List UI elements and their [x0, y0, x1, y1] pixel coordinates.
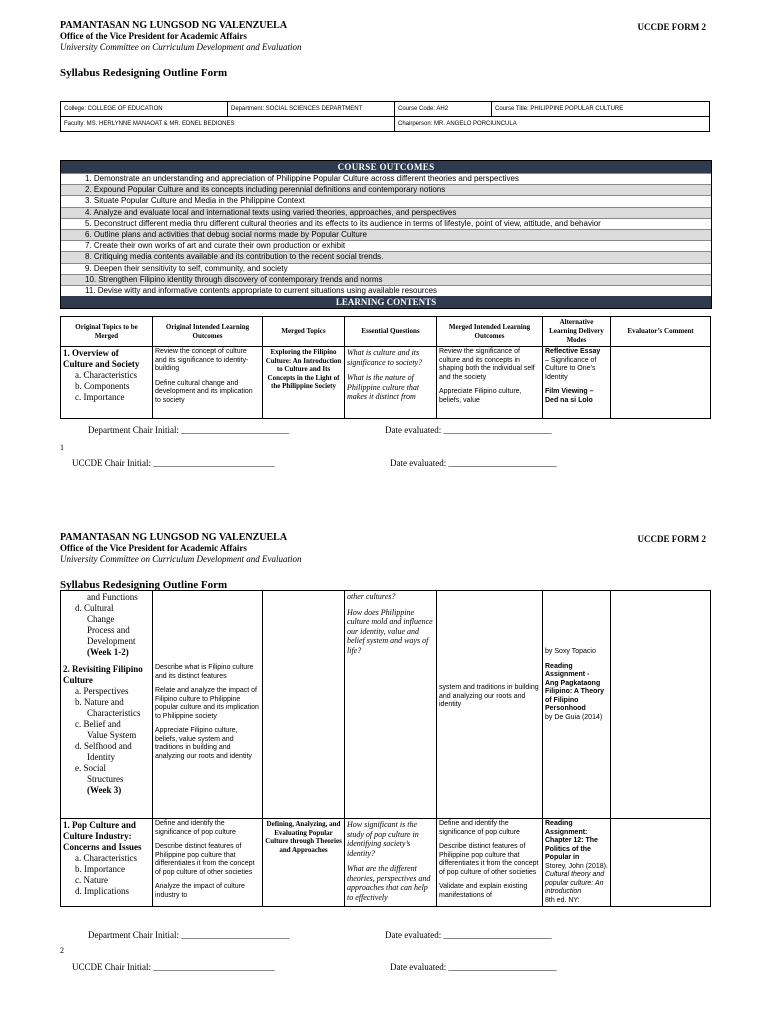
cell-original-ilo: [153, 819, 263, 907]
merged-ilo-item: Review the significance of culture and its concepts in shaping both the individual self and the society: [439, 348, 535, 381]
subtopic: d. Implications: [75, 886, 129, 896]
date-evaluated: Date evaluated: ________________________: [385, 930, 552, 940]
cell-evaluator-comment: [611, 347, 711, 419]
week-label: (Week 3): [87, 785, 122, 795]
week-label: (Week 1-2): [87, 647, 129, 657]
delivery-mode-desc: Storey, John (2018).: [545, 862, 608, 870]
subtopic: Characteristics: [87, 708, 141, 718]
col-header-original-ilo: Original Intended Learning Outcomes: [153, 317, 263, 347]
delivery-mode-title: Reading Assignment: Chapter 12: The Politics of the Popular in: [545, 820, 598, 861]
essential-question: What is culture and its significance to society?: [347, 348, 423, 367]
subtopic: c. Nature: [75, 875, 108, 885]
outcome-item: 11. Devise witty and informative contents appropriate to current situations using available resources: [61, 285, 711, 296]
cell-original-topic: [61, 819, 153, 907]
subtopic: Structures: [87, 774, 124, 784]
cell-delivery-mode: [543, 347, 611, 419]
delivery-mode-desc: – Significance of Culture to One’s Identity: [545, 356, 597, 381]
course-code-cell: Course Code: AH2: [395, 102, 492, 117]
ilo-item: Review the concept of culture and its significance to identity-building: [155, 348, 249, 372]
form-title: Syllabus Redesigning Outline Form: [60, 67, 228, 79]
cell-original-topic: [61, 347, 153, 419]
topic-heading: 2. Revisiting Filipino Culture: [63, 664, 143, 685]
cell-original-topic: [61, 591, 153, 819]
form-number: UCCDE FORM 2: [637, 22, 706, 32]
cell-essential-questions: [345, 819, 437, 907]
merged-ilo-item: Validate and explain existing manifestations of: [439, 883, 528, 899]
col-header-merged-topics: Merged Topics: [263, 317, 345, 347]
delivery-mode-title: Ang Pagkataong Filipino: A Theory of Filipino Personhood: [545, 679, 604, 712]
col-header-evaluator-comment: Evaluator’s Comment: [611, 317, 711, 347]
learning-contents-table: [60, 316, 711, 419]
subtopic: and Functions: [87, 592, 138, 602]
merged-ilo-item: Appreciate Filipino culture, beliefs, value: [439, 388, 522, 404]
col-header-original-topics: Original Topics to be Merged: [61, 317, 153, 347]
ilo-item: Define and identify the significance of pop culture: [155, 820, 236, 836]
ilo-item: Appreciate Filipino culture, beliefs, value system and traditions in building and analyzing our roots and identity: [155, 727, 252, 760]
delivery-mode-desc: by De Guia (2014): [545, 713, 603, 721]
subtopic: Change: [87, 614, 115, 624]
merged-ilo-item: system and traditions in building and analyzing our roots and identity: [439, 684, 539, 708]
subtopic: c. Belief and: [75, 719, 121, 729]
ilo-item: Describe what is Filipino culture and its distinct features: [155, 664, 254, 680]
outcome-item: 2. Expound Popular Culture and its concepts including perennial definitions and contemporary notions: [61, 184, 711, 195]
delivery-mode-desc: Cultural theory and popular culture: An introduction: [545, 871, 605, 895]
university-name: PAMANTASAN NG LUNGSOD NG VALENZUELA: [60, 532, 288, 543]
page-header: [60, 20, 710, 53]
outcome-item: 6. Outline plans and activities that debug social norms made by Popular Culture: [61, 229, 711, 240]
page-header: [60, 532, 710, 565]
subtopic: d. Selfhood and: [75, 741, 132, 751]
outcome-item: 8. Critiquing media contents available and its contribution to the recent social trends.: [61, 251, 711, 262]
cell-merged-ilo: [437, 347, 543, 419]
department-cell: Department: SOCIAL SCIENCES DEPARTMENT: [228, 102, 395, 117]
subtopic: Development: [87, 636, 136, 646]
topic-heading: 1. Overview of Culture and Society: [63, 348, 140, 369]
cell-delivery-mode: [543, 591, 611, 819]
col-header-delivery-modes: Alternative Learning Delivery Modes: [543, 317, 611, 347]
page-number: 1: [60, 443, 64, 452]
subtopic: a. Characteristics: [75, 853, 137, 863]
essential-question: How does Philippine culture mold and influence our identity, value and belief system and ways of life?: [347, 607, 433, 655]
cell-evaluator-comment: [611, 819, 711, 907]
col-header-essential-questions: Essential Questions: [345, 317, 437, 347]
dept-chair-initial: Department Chair Initial: ________________________: [88, 425, 290, 435]
course-outcomes-title: COURSE OUTCOMES: [61, 161, 711, 173]
cell-merged-topic: Exploring the Filipino Culture: An Introduction to Culture and Its Concepts in the Light of the Philippine Society: [263, 347, 345, 419]
cell-merged-ilo: [437, 591, 543, 819]
merged-ilo-item: Describe distinct features of Philippine pop culture that differentiates it from the concept of pop culture of other societies: [439, 843, 539, 876]
cell-original-ilo: [153, 347, 263, 419]
faculty-cell: Faculty: MS. HERLYNNE MANAOAT & MR. EDNEL BEDIONES: [61, 117, 395, 132]
outcome-item: 10. Strengthen Filipino identity through discovery of contemporary trends and norms: [61, 274, 711, 285]
topic-heading: 1. Pop Culture and Culture Industry: Concerns and Issues: [63, 820, 142, 852]
delivery-mode-title: Reading Assignment -: [545, 662, 590, 678]
delivery-mode-title: Reflective Essay: [545, 348, 601, 355]
essential-question: What is the nature of Philippine culture that makes it distinct from: [347, 373, 420, 401]
delivery-mode-title: Film Viewing – Ded na si Lolo: [545, 388, 594, 404]
uccde-chair-initial: UCCDE Chair Initial: ___________________________: [72, 458, 275, 468]
committee-name: University Committee on Curriculum Development and Evaluation: [60, 554, 302, 564]
outcome-item: 7. Create their own works of art and curate their own production or exhibit: [61, 240, 711, 251]
learning-contents-title: LEARNING CONTENTS: [61, 296, 711, 308]
course-title-cell: Course Title: PHILIPPINE POPULAR CULTURE: [492, 102, 710, 117]
outcome-item: 9. Deepen their sensitivity to self, community, and society: [61, 263, 711, 274]
delivery-mode-desc: by Soxy Topacio: [545, 648, 596, 655]
essential-question: How significant is the study of pop culture in identifying society’s identity?: [347, 820, 419, 858]
subtopic: c. Importance: [75, 392, 125, 402]
committee-name: University Committee on Curriculum Development and Evaluation: [60, 42, 302, 52]
delivery-mode-desc: 8th ed. NY:: [545, 896, 580, 904]
course-info-table: [60, 101, 710, 132]
outcome-item: 4. Analyze and evaluate local and international texts using varied theories, approaches, and perspectives: [61, 207, 711, 218]
course-outcomes: [60, 160, 712, 309]
date-evaluated: Date evaluated: ________________________: [385, 425, 552, 435]
subtopic: Identity: [87, 752, 115, 762]
subtopic: a. Characteristics: [75, 370, 137, 380]
essential-question: What are the different theories, perspectives and approaches that can help to effectively: [347, 864, 431, 902]
subtopic: Value System: [87, 730, 137, 740]
cell-merged-topic: Defining, Analyzing, and Evaluating Popular Culture through Theories and Approaches: [263, 819, 345, 907]
ilo-item: Define cultural change and development and its implication to society: [155, 379, 253, 404]
form-title: Syllabus Redesigning Outline Form: [60, 579, 228, 591]
chairperson-cell: Chairperson: MR. ANGELO PORCIUNCULA: [395, 117, 710, 132]
subtopic: Process and: [87, 625, 130, 635]
ilo-item: Analyze the impact of culture industry to: [155, 883, 245, 899]
dept-chair-initial: Department Chair Initial: ________________________: [88, 930, 290, 940]
subtopic: b. Nature and: [75, 697, 124, 707]
col-header-merged-ilo: Merged Intended Learning Outcomes: [437, 317, 543, 347]
date-evaluated: Date evaluated: ________________________: [390, 962, 557, 972]
office-name: Office of the Vice President for Academic Affairs: [60, 543, 247, 553]
subtopic: b. Importance: [75, 864, 125, 874]
cell-original-ilo: [153, 591, 263, 819]
subtopic: b. Components: [75, 381, 130, 391]
ilo-item: Describe distinct features of Philippine pop culture that differentiates it from the concept of pop culture of other societies: [155, 843, 255, 876]
cell-merged-topic: [263, 591, 345, 819]
outcome-item: 5. Deconstruct different media thru different cultural theories and its effects to its audience in terms of lifestyle, point of view, attitude, and behavior: [61, 218, 711, 229]
office-name: Office of the Vice President for Academic Affairs: [60, 31, 247, 41]
college-cell: College: COLLEGE OF EDUCATION: [61, 102, 228, 117]
university-name: PAMANTASAN NG LUNGSOD NG VALENZUELA: [60, 20, 288, 31]
outcome-item: 1. Demonstrate an understanding and appreciation of Philippine Popular Culture across different theories and perspectives: [61, 173, 711, 184]
outcome-list: [61, 173, 711, 296]
cell-evaluator-comment: [611, 591, 711, 819]
date-evaluated: Date evaluated: ________________________: [390, 458, 557, 468]
page-number: 2: [60, 946, 64, 955]
cell-delivery-mode: [543, 819, 611, 907]
outcome-item: 3. Situate Popular Culture and Media in the Philippine Context: [61, 195, 711, 206]
learning-contents-table-continued: [60, 590, 711, 907]
cell-essential-questions: [345, 591, 437, 819]
subtopic: d. Cultural: [75, 603, 114, 613]
cell-essential-questions: [345, 347, 437, 419]
ilo-item: Relate and analyze the impact of Filipino culture to Philippine popular culture and its implication to Philippine society: [155, 687, 259, 720]
cell-merged-ilo: [437, 819, 543, 907]
form-number: UCCDE FORM 2: [637, 534, 706, 544]
uccde-chair-initial: UCCDE Chair Initial: ___________________________: [72, 962, 275, 972]
subtopic: e. Social: [75, 763, 106, 773]
merged-ilo-item: Define and identify the significance of pop culture: [439, 820, 520, 836]
subtopic: a. Perspectives: [75, 686, 129, 696]
essential-question: other cultures?: [347, 592, 396, 601]
